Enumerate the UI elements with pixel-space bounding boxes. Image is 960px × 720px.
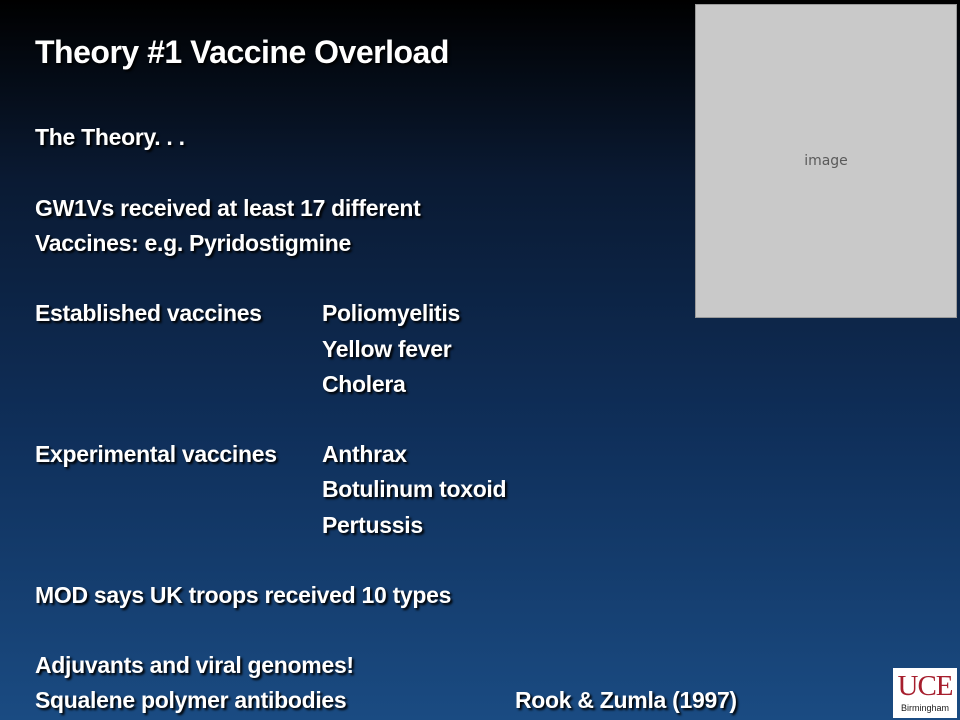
citation: Rook & Zumla (1997) xyxy=(515,687,737,713)
established-vaccine-item: Poliomyelitis xyxy=(322,300,460,326)
experimental-vaccine-item: Pertussis xyxy=(322,512,423,538)
slide-title: Theory #1 Vaccine Overload xyxy=(35,34,449,70)
established-vaccine-item: Cholera xyxy=(322,371,406,397)
logo-sub-text: Birmingham xyxy=(900,703,949,713)
claim-line-2: Vaccines: e.g. Pyridostigmine xyxy=(35,230,351,256)
logo-main-text: UCE xyxy=(897,670,953,702)
photo-placeholder-label: image xyxy=(804,153,848,169)
experimental-vaccine-item: Anthrax xyxy=(322,441,407,467)
established-vaccines-label: Established vaccines xyxy=(35,300,262,326)
squalene-line: Squalene polymer antibodies xyxy=(35,687,347,713)
mod-note: MOD says UK troops received 10 types xyxy=(35,582,452,608)
adjuvants-line: Adjuvants and viral genomes! xyxy=(35,652,354,678)
experimental-vaccines-label: Experimental vaccines xyxy=(35,441,277,467)
soldiers-vaccination-photo xyxy=(695,4,957,318)
experimental-vaccine-item: Botulinum toxoid xyxy=(322,476,507,502)
uce-birmingham-logo xyxy=(893,668,957,718)
claim-line-1: GW1Vs received at least 17 different xyxy=(35,195,421,221)
intro-text: The Theory. . . xyxy=(35,124,185,150)
established-vaccine-item: Yellow fever xyxy=(322,336,452,362)
